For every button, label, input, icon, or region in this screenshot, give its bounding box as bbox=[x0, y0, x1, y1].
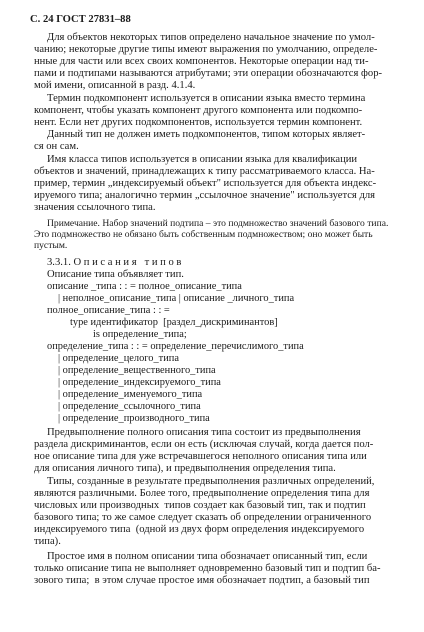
text-line: Описание типа объявляет тип. bbox=[47, 269, 184, 280]
syntax-line: is определение_типа; bbox=[93, 329, 187, 340]
text-line: компонент, чтобы указать компонент другого компонента или подкомпо- bbox=[34, 105, 363, 116]
text-line: чанию; некоторые другие типы имеют выражения по умолчанию, определе- bbox=[34, 44, 378, 55]
syntax-line: | определение_ссылочного_типа bbox=[58, 401, 201, 412]
syntax-line: | определение_целого_типа bbox=[58, 353, 179, 364]
note-line: пустым. bbox=[34, 240, 68, 251]
syntax-line: | определение_производного_типа bbox=[58, 413, 210, 424]
text-line: Предвыполнение полного описания типа состоит из предвыполнения bbox=[47, 427, 361, 438]
section-heading: 3.3.1. О п и с а н и я т и п о в bbox=[47, 257, 182, 268]
text-line: Типы, созданные в результате предвыполнения различных определений, bbox=[47, 476, 375, 487]
syntax-line: описание _типа : : = полное_описание_типа bbox=[47, 281, 242, 292]
text-line: ное описание типа для уже встречавшегося неполного описания типа или bbox=[34, 451, 367, 462]
syntax-line: определение_типа : : = определение_перечислимого_типа bbox=[47, 341, 304, 352]
text-line: Для объектов некоторых типов определено начальное значение по умол- bbox=[47, 32, 375, 43]
text-line: Имя класса типов используется в описании языка для квалификации bbox=[47, 154, 358, 165]
syntax-line: | неполное_описание_типа | описание _личного_типа bbox=[58, 293, 295, 304]
syntax-line: | определение_вещественного_типа bbox=[58, 365, 216, 376]
text-line: ся он сам. bbox=[34, 141, 79, 152]
syntax-line: полное_описание_типа : : = bbox=[47, 305, 170, 316]
text-line: числовых или производных типов создает как базовый тип, так и подтип bbox=[34, 500, 366, 511]
page-header: С. 24 ГОСТ 27831–88 bbox=[30, 14, 131, 25]
text-line: для описания личного типа), и предвыполнения определения типа. bbox=[34, 463, 336, 474]
text-line: Данный тип не должен иметь подкомпонентов, типом которых являет- bbox=[47, 129, 366, 140]
text-line: нент. Если нет других подкомпонентов, используется термин компонент. bbox=[34, 117, 363, 128]
text-line: мой имени, описанной в разд. 4.1.4. bbox=[34, 80, 196, 91]
text-line: раздела дискриминантов, если он есть (исключая случай, когда дается пол- bbox=[34, 439, 374, 450]
text-line: зового типа; в этом случае простое имя обозначает подтип, а базовый тип bbox=[34, 575, 370, 586]
syntax-line: | определение_именуемого_типа bbox=[58, 389, 203, 400]
text-line: ируемого типа; аналогично термин „ссылочное значение" используется для bbox=[34, 190, 375, 201]
text-line: пами и подтипами называются атрибутами; эти операции обозначаются фор- bbox=[34, 68, 383, 79]
note-line: Это подмножество не обязано быть собственным подмножеством; оно может быть bbox=[34, 229, 373, 240]
text-line: являются различными. Более того, предвыполнение определения типа для bbox=[34, 488, 370, 499]
text-line: индексируемого типа (одной из двух форм определения индексируемого bbox=[34, 524, 365, 535]
text-line: нные для части или всех своих компонентов. Некоторые операции над ти- bbox=[34, 56, 369, 67]
text-line: пример, термин „индексируемый объект" используется для объекта индекс- bbox=[34, 178, 377, 189]
text-line: базового типа; то же самое следует сказать об определении ограниченного bbox=[34, 512, 372, 523]
text-line: Термин подкомпонент используется в описании языка вместо термина bbox=[47, 93, 366, 104]
text-line: типа). bbox=[34, 536, 61, 547]
syntax-line: type идентификатор [раздел_дискриминантов] bbox=[70, 317, 278, 328]
syntax-line: | определение_индексируемого_типа bbox=[58, 377, 221, 388]
text-line: Простое имя в полном описании типа обозначает описанный тип, если bbox=[47, 551, 368, 562]
text-line: объектов и значений, принадлежащих к типу рассматриваемого класса. На- bbox=[34, 166, 375, 177]
text-line: только описание типа не выполняет одновременно базовый тип и подтип ба- bbox=[34, 563, 381, 574]
text-line: значения ссылочного типа. bbox=[34, 202, 156, 213]
note-line: Примечание. Набор значений подтипа – это подмножество значений базового типа. bbox=[47, 218, 389, 229]
